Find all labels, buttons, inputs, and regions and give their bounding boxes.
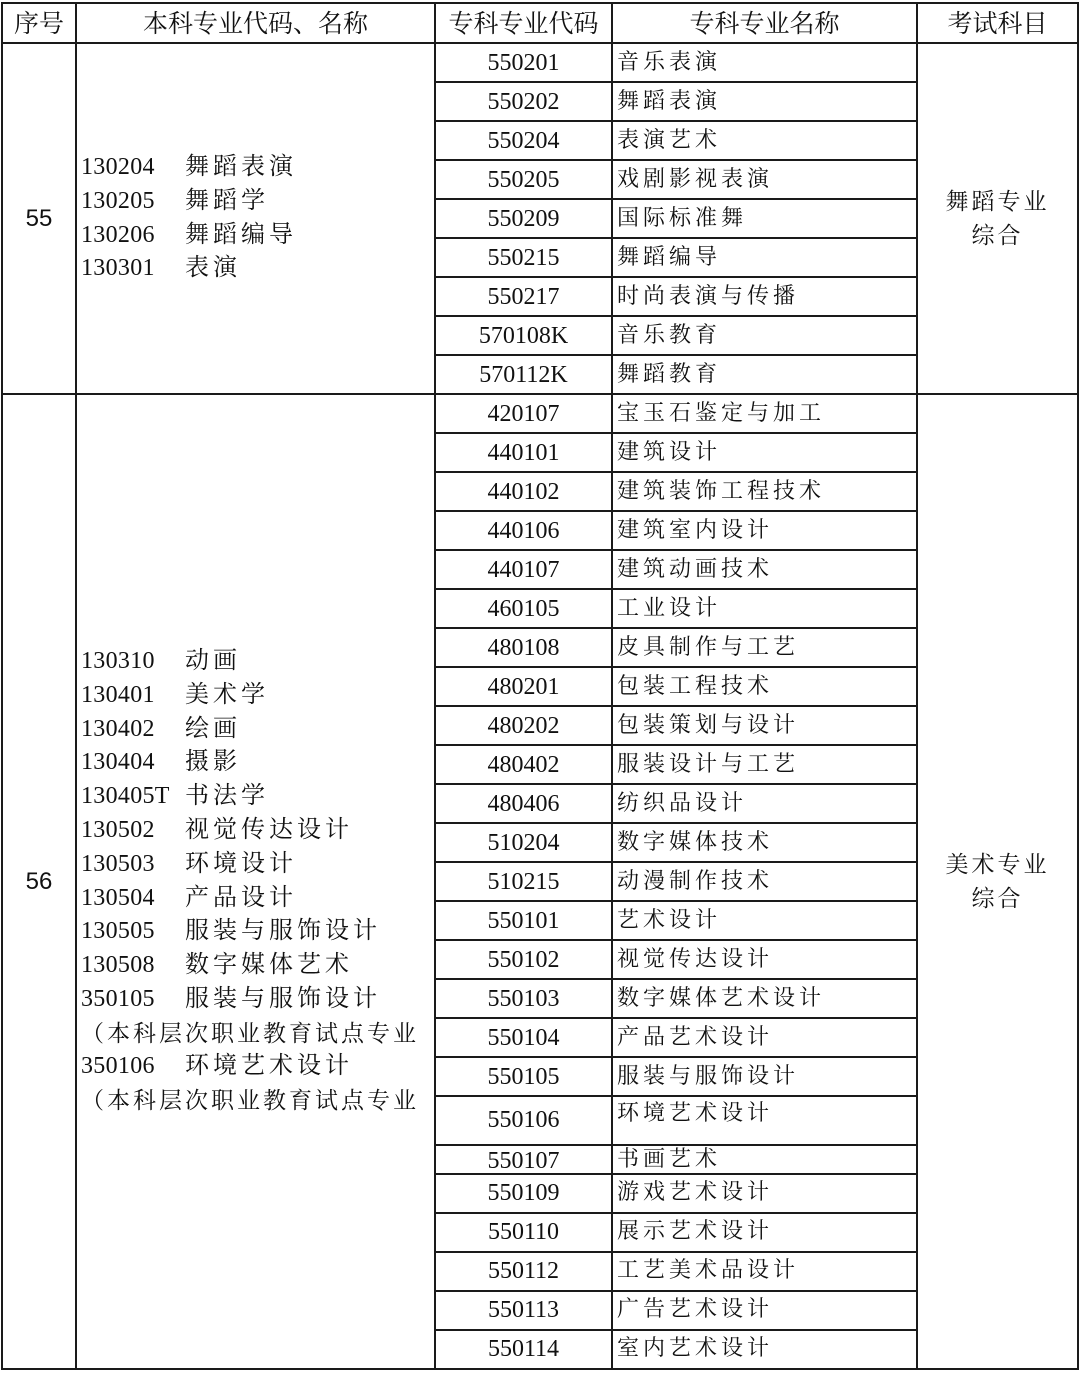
junior-major-code: 550201: [435, 43, 612, 82]
junior-major-name: 建筑室内设计: [612, 511, 917, 550]
junior-major-code: 550205: [435, 160, 612, 199]
junior-major-name: 音乐教育: [612, 316, 917, 355]
group-number-cell: 56: [2, 394, 76, 1369]
table-row: [2, 394, 1078, 433]
bachelor-note-line: [81, 1017, 434, 1051]
junior-major-code: 550106: [435, 1096, 612, 1145]
bachelor-major-line: [81, 915, 434, 949]
junior-major-name: 产品艺术设计: [612, 1018, 917, 1057]
header-seq: 序号: [2, 3, 76, 43]
bachelor-major-line: [81, 713, 434, 747]
junior-major-name: 宝玉石鉴定与加工: [612, 394, 917, 433]
bachelor-major-name: 环境艺术设计: [185, 1053, 353, 1080]
bachelor-major-code: 130301: [81, 255, 155, 282]
junior-major-code: 550215: [435, 238, 612, 277]
bachelor-major-line: [81, 780, 434, 814]
bachelor-major-name: 舞蹈表演: [185, 153, 297, 180]
exam-subject-cell: [917, 394, 1078, 1369]
major-mapping-table: [1, 2, 1079, 1370]
bachelor-major-name: 动画: [185, 647, 241, 674]
bachelor-major-line: [81, 1050, 434, 1084]
junior-major-code: 570112K: [435, 355, 612, 394]
junior-major-code: 440102: [435, 472, 612, 511]
junior-major-code: 480202: [435, 706, 612, 745]
junior-major-code: 510215: [435, 862, 612, 901]
bachelor-major-line: [81, 848, 434, 882]
bachelor-major-name: 舞蹈学: [185, 187, 269, 214]
junior-major-name: 纺织品设计: [612, 784, 917, 823]
junior-major-name: 建筑设计: [612, 433, 917, 472]
junior-major-code: 440106: [435, 511, 612, 550]
header-junior-code: 专科专业代码: [435, 3, 612, 43]
junior-major-name: 音乐表演: [612, 43, 917, 82]
junior-major-code: 550104: [435, 1018, 612, 1057]
bachelor-major-name: 绘画: [185, 715, 241, 742]
junior-major-code: 480402: [435, 745, 612, 784]
bachelor-major-code: 350105: [81, 985, 155, 1012]
bachelor-note-text: （本科层次职业教育试点专业: [81, 1088, 419, 1114]
junior-major-name: 展示艺术设计: [612, 1213, 917, 1252]
junior-major-name: 服装设计与工艺: [612, 745, 917, 784]
bachelor-major-code: 130503: [81, 850, 155, 877]
table-row: [2, 43, 1078, 82]
junior-major-code: 440107: [435, 550, 612, 589]
junior-major-name: 舞蹈编导: [612, 238, 917, 277]
junior-major-name: 广告艺术设计: [612, 1291, 917, 1330]
exam-subject-line: 综合: [971, 885, 1024, 912]
bachelor-major-line: [81, 645, 434, 679]
header-row: [2, 3, 1078, 43]
bachelor-major-line: [81, 219, 434, 253]
junior-major-code: 550109: [435, 1174, 612, 1213]
bachelor-major-name: 美术学: [185, 681, 269, 708]
bachelor-major-name: 服装与服饰设计: [185, 918, 381, 945]
header-junior-name: 专科专业名称: [612, 3, 917, 43]
junior-major-name: 环境艺术设计: [612, 1096, 917, 1145]
table-body: [2, 43, 1078, 1369]
junior-major-code: 480108: [435, 628, 612, 667]
bachelor-major-line: [81, 983, 434, 1017]
bachelor-major-line: [81, 679, 434, 713]
junior-major-name: 舞蹈表演: [612, 82, 917, 121]
junior-major-code: 510204: [435, 823, 612, 862]
junior-major-name: 皮具制作与工艺: [612, 628, 917, 667]
junior-major-name: 时尚表演与传播: [612, 277, 917, 316]
junior-major-name: 建筑动画技术: [612, 550, 917, 589]
junior-major-name: 服装与服饰设计: [612, 1057, 917, 1096]
junior-major-name: 数字媒体艺术设计: [612, 979, 917, 1018]
bachelor-major-name: 表演: [185, 255, 241, 282]
bachelor-major-line: [81, 882, 434, 916]
bachelor-major-code: 130405T: [81, 783, 170, 810]
bachelor-major-code: 130502: [81, 816, 155, 843]
bachelor-major-code: 130310: [81, 647, 155, 674]
junior-major-code: 550204: [435, 121, 612, 160]
junior-major-code: 440101: [435, 433, 612, 472]
exam-subject-cell: [917, 43, 1078, 394]
bachelor-major-line: [81, 185, 434, 219]
group-number-cell: 55: [2, 43, 76, 394]
junior-major-name: 书画艺术: [612, 1145, 917, 1174]
junior-major-name: 动漫制作技术: [612, 862, 917, 901]
junior-major-name: 建筑装饰工程技术: [612, 472, 917, 511]
bachelor-majors-cell: [76, 394, 435, 1369]
junior-major-name: 表演艺术: [612, 121, 917, 160]
bachelor-majors-cell: [76, 43, 435, 394]
bachelor-major-code: 130401: [81, 681, 155, 708]
junior-major-code: 480406: [435, 784, 612, 823]
bachelor-note-text: （本科层次职业教育试点专业: [81, 1020, 419, 1046]
junior-major-code: 550105: [435, 1057, 612, 1096]
junior-major-code: 550102: [435, 940, 612, 979]
exam-subject-line: 舞蹈专业: [945, 188, 1050, 215]
bachelor-note-line: [81, 1084, 434, 1118]
junior-major-name: 舞蹈教育: [612, 355, 917, 394]
junior-major-code: 550103: [435, 979, 612, 1018]
header-bachelor-major: 本科专业代码、名称: [76, 3, 435, 43]
bachelor-major-code: 130402: [81, 715, 155, 742]
bachelor-major-line: [81, 746, 434, 780]
bachelor-major-code: 130205: [81, 187, 155, 214]
junior-major-code: 550101: [435, 901, 612, 940]
bachelor-major-code: 130505: [81, 918, 155, 945]
junior-major-code: 460105: [435, 589, 612, 628]
junior-major-code: 550107: [435, 1145, 612, 1174]
bachelor-major-line: [81, 151, 434, 185]
exam-subject-line: 美术专业: [945, 851, 1050, 878]
junior-major-code: 480201: [435, 667, 612, 706]
junior-major-code: 550114: [435, 1330, 612, 1369]
junior-major-name: 室内艺术设计: [612, 1330, 917, 1369]
bachelor-major-name: 视觉传达设计: [185, 816, 353, 843]
junior-major-name: 游戏艺术设计: [612, 1174, 917, 1213]
junior-major-name: 包装策划与设计: [612, 706, 917, 745]
exam-subject-line: 综合: [971, 222, 1024, 249]
bachelor-major-name: 服装与服饰设计: [185, 985, 381, 1012]
junior-major-name: 数字媒体技术: [612, 823, 917, 862]
bachelor-major-line: [81, 252, 434, 286]
bachelor-major-name: 摄影: [185, 749, 241, 776]
header-exam-subject: 考试科目: [917, 3, 1078, 43]
junior-major-code: 420107: [435, 394, 612, 433]
bachelor-major-name: 数字媒体艺术: [185, 952, 353, 979]
bachelor-major-code: 350106: [81, 1053, 155, 1080]
junior-major-code: 550202: [435, 82, 612, 121]
junior-major-name: 工艺美术品设计: [612, 1252, 917, 1291]
bachelor-major-name: 书法学: [185, 783, 269, 810]
junior-major-name: 艺术设计: [612, 901, 917, 940]
bachelor-major-code: 130504: [81, 884, 155, 911]
junior-major-code: 550217: [435, 277, 612, 316]
bachelor-major-name: 产品设计: [185, 884, 297, 911]
junior-major-name: 视觉传达设计: [612, 940, 917, 979]
junior-major-name: 戏剧影视表演: [612, 160, 917, 199]
junior-major-code: 550113: [435, 1291, 612, 1330]
junior-major-code: 570108K: [435, 316, 612, 355]
junior-major-code: 550112: [435, 1252, 612, 1291]
bachelor-major-name: 舞蹈编导: [185, 221, 297, 248]
junior-major-name: 工业设计: [612, 589, 917, 628]
junior-major-name: 包装工程技术: [612, 667, 917, 706]
junior-major-code: 550110: [435, 1213, 612, 1252]
bachelor-major-line: [81, 814, 434, 848]
bachelor-major-line: [81, 949, 434, 983]
bachelor-major-name: 环境设计: [185, 850, 297, 877]
junior-major-code: 550209: [435, 199, 612, 238]
bachelor-major-code: 130206: [81, 221, 155, 248]
junior-major-name: 国际标准舞: [612, 199, 917, 238]
bachelor-major-code: 130508: [81, 952, 155, 979]
bachelor-major-code: 130404: [81, 749, 155, 776]
bachelor-major-code: 130204: [81, 153, 155, 180]
